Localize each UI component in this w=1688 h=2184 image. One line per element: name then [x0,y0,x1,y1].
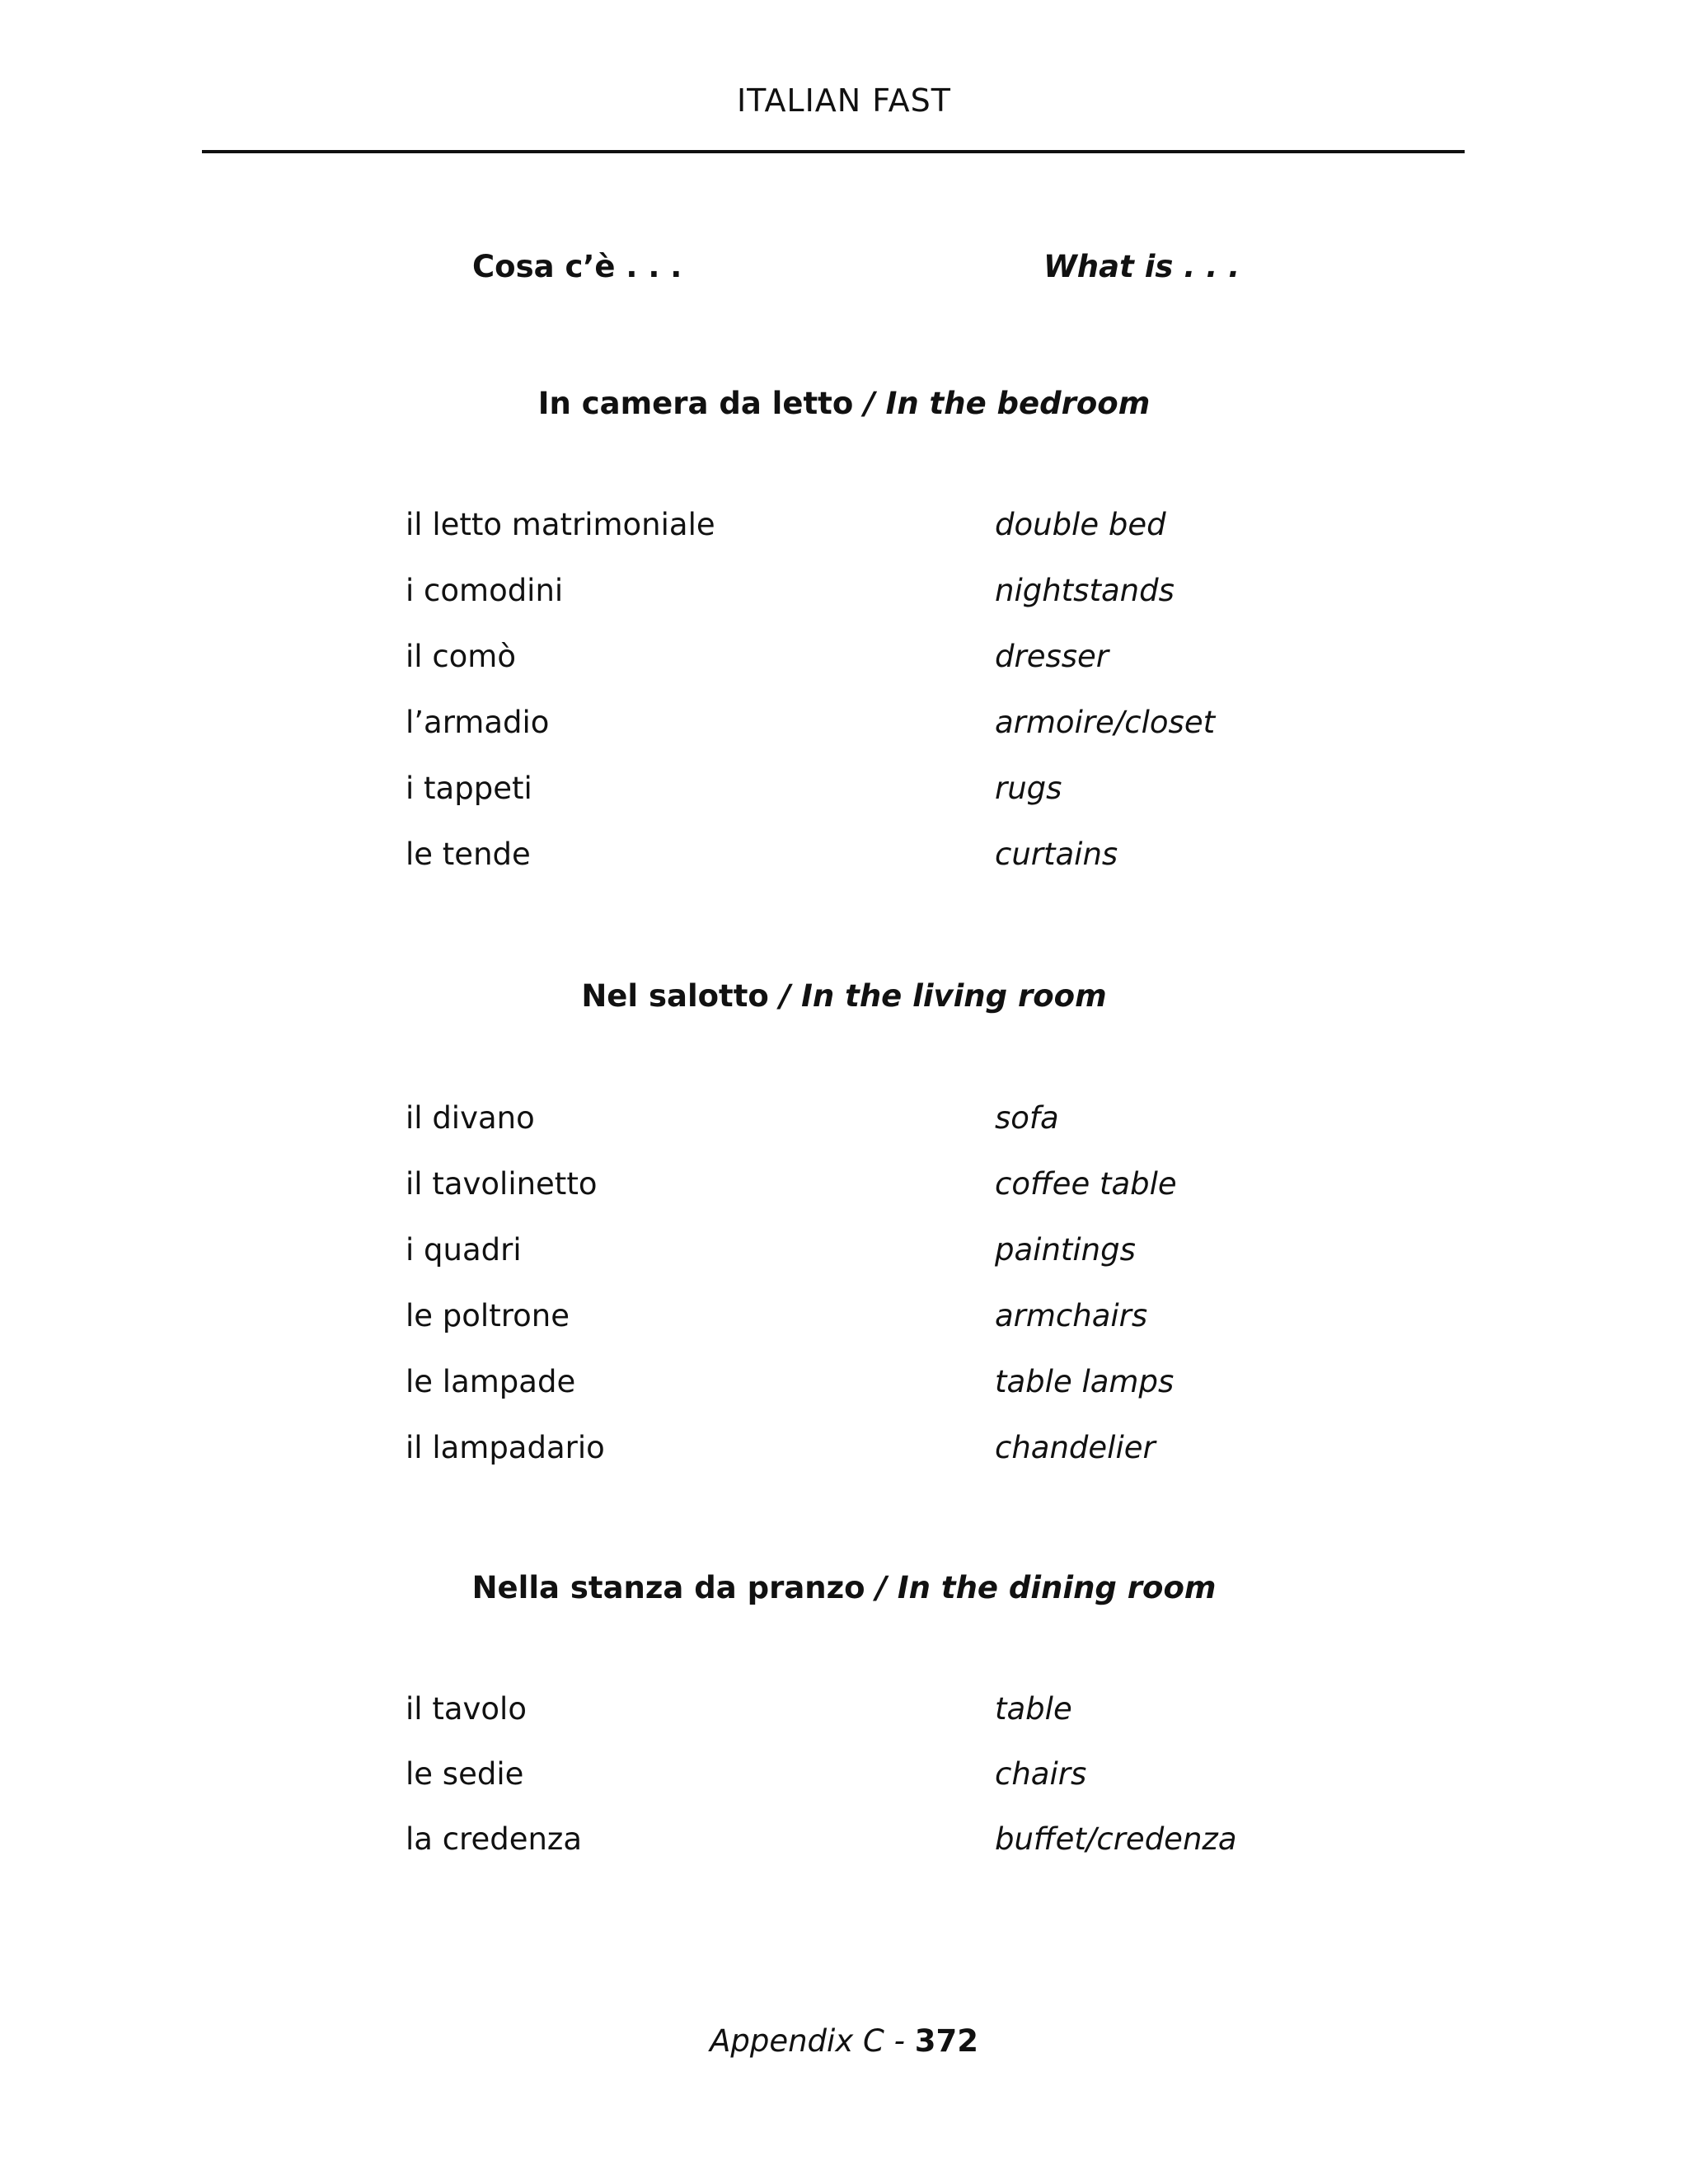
english-term: dresser [995,639,1109,674]
list-item [0,507,1688,553]
italian-term: i quadri [406,1232,522,1268]
english-term: table [995,1691,1072,1727]
italian-term: i tappeti [406,771,532,806]
italian-term: le tende [406,837,531,872]
list-item [0,1100,1688,1146]
italian-term: le lampade [406,1364,576,1399]
list-item [0,1166,1688,1212]
english-term: rugs [995,771,1062,806]
list-item [0,771,1688,817]
italian-term: l’armadio [406,705,550,740]
english-term: sofa [995,1100,1059,1136]
section-title-bedroom [0,386,1688,421]
italian-term: il divano [406,1100,535,1136]
section-title-en: In the living room [801,978,1107,1014]
page-footer [0,2023,1688,2059]
section-title-it: In camera da letto [537,386,854,421]
english-term: chandelier [995,1430,1156,1465]
italian-term: le poltrone [406,1298,570,1333]
italian-term: i comodini [406,573,564,608]
header-rule [202,150,1465,153]
section-title-en: In the dining room [897,1570,1217,1605]
section-title-separator: / [875,1570,887,1605]
list-item [0,1430,1688,1476]
english-term: nightstands [995,573,1175,608]
list-item [0,1821,1688,1868]
english-term: table lamps [995,1364,1175,1399]
section-title-separator: / [864,386,875,421]
list-item [0,573,1688,619]
section-title-en: In the bedroom [885,386,1151,421]
english-term: chairs [995,1756,1087,1792]
italian-term: il tavolo [406,1691,527,1727]
english-term: buffet/credenza [995,1821,1237,1857]
italian-term: il letto matrimoniale [406,507,715,542]
section-title-dining-room [0,1570,1688,1605]
italian-term: il lampadario [406,1430,605,1465]
italian-term: le sedie [406,1756,524,1792]
list-item [0,1691,1688,1737]
italian-term: la credenza [406,1821,583,1857]
english-term: coffee table [995,1166,1177,1202]
english-term: armoire/closet [995,705,1216,740]
list-item [0,1298,1688,1344]
english-term: armchairs [995,1298,1148,1333]
list-item [0,1364,1688,1410]
english-term: double bed [995,507,1166,542]
running-head: ITALIAN FAST [736,82,952,119]
list-item [0,705,1688,751]
section-title-it: Nella stanza da pranzo [471,1570,865,1605]
column-header-italian: Cosa c’è . . . [472,249,682,284]
english-term: paintings [995,1232,1136,1268]
page-number: 372 [914,2023,978,2059]
list-item [0,1232,1688,1278]
section-title-separator: / [779,978,791,1014]
list-item [0,837,1688,883]
list-item [0,639,1688,685]
footer-label: Appendix C - [710,2023,905,2059]
list-item [0,1756,1688,1802]
english-term: curtains [995,837,1118,872]
italian-term: il tavolinetto [406,1166,598,1202]
italian-term: il comò [406,639,516,674]
section-title-it: Nel salotto [581,978,769,1014]
column-header-english: What is . . . [1043,249,1240,284]
section-title-living-room [0,978,1688,1014]
